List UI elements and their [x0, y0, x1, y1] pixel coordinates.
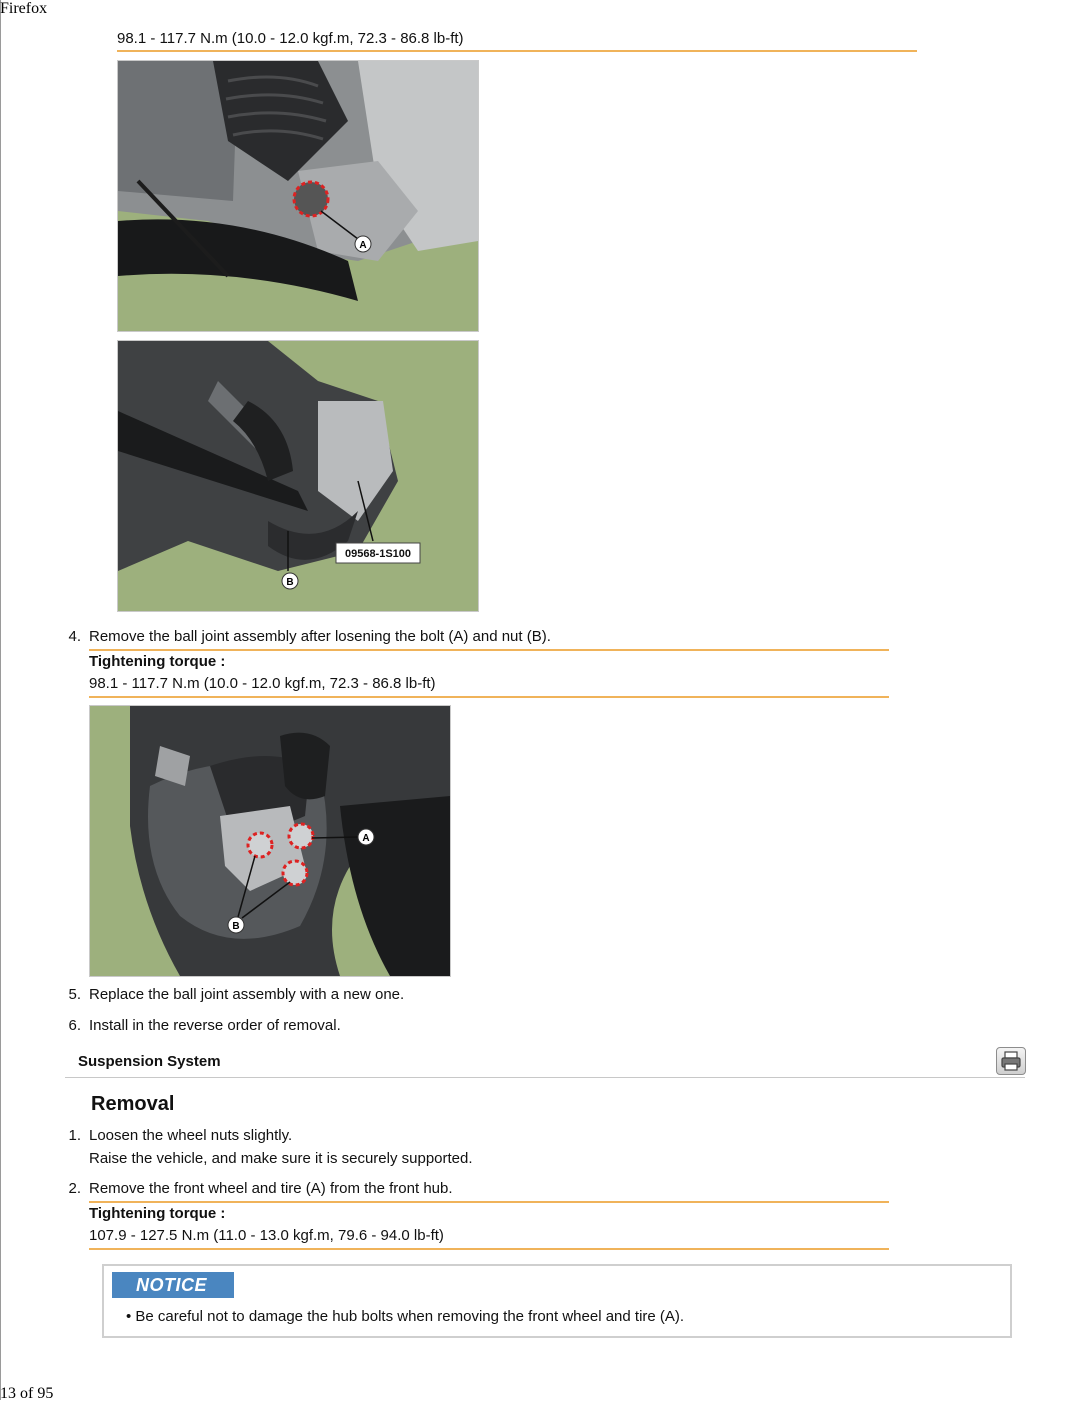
step-text: Install in the reverse order of removal.	[89, 1017, 341, 1034]
section-divider	[65, 1077, 1025, 1078]
section-title: Suspension System	[78, 1053, 221, 1070]
step-number: 1.	[68, 1127, 81, 1144]
step-number: 5.	[68, 986, 81, 1003]
torque-divider-bottom	[89, 696, 889, 698]
window-left-edge	[0, 0, 1, 1400]
torque-label: Tightening torque :	[89, 1205, 226, 1222]
callout-a: A	[359, 240, 367, 251]
page-count: 13 of 95	[0, 1385, 54, 1402]
browser-label: Firefox	[0, 0, 48, 17]
notice-badge: NOTICE	[112, 1272, 234, 1298]
torque-divider-top	[89, 1201, 889, 1203]
notice-text: • Be careful not to damage the hub bolts when removing the front wheel and tire (A).	[126, 1308, 685, 1325]
print-button[interactable]	[996, 1047, 1026, 1075]
step-text: Loosen the wheel nuts slightly.	[89, 1127, 293, 1144]
torque-spec-continued: 98.1 - 117.7 N.m (10.0 - 12.0 kgf.m, 72.3 - 86.8 lb-ft)	[117, 30, 464, 47]
step-number: 6.	[68, 1017, 81, 1034]
step-subtext: Raise the vehicle, and make sure it is securely supported.	[89, 1150, 473, 1167]
removal-heading: Removal	[91, 1093, 175, 1115]
torque-label: Tightening torque :	[89, 653, 226, 670]
step-number: 2.	[68, 1180, 81, 1197]
step-text: Remove the front wheel and tire (A) from the front hub.	[89, 1180, 453, 1197]
figure-ball-joint-bolt	[117, 60, 479, 332]
step-text: Remove the ball joint assembly after losening the bolt (A) and nut (B).	[89, 628, 551, 645]
callout-b: B	[232, 921, 240, 932]
torque-divider-bottom	[89, 1248, 889, 1250]
figure-knuckle-assembly	[117, 340, 479, 612]
torque-divider-top	[89, 649, 889, 651]
callout-b: B	[286, 577, 294, 588]
torque-value: 98.1 - 117.7 N.m (10.0 - 12.0 kgf.m, 72.3 - 86.8 lb-ft)	[89, 675, 436, 692]
figure-bolt-and-nut	[89, 705, 451, 977]
step-text: Replace the ball joint assembly with a new one.	[89, 986, 405, 1003]
callout-a: A	[362, 833, 370, 844]
step-number: 4.	[68, 628, 81, 645]
torque-value: 107.9 - 127.5 N.m (11.0 - 13.0 kgf.m, 79.6 - 94.0 lb-ft)	[89, 1227, 444, 1244]
spec-divider	[117, 50, 917, 52]
notice-box	[102, 1264, 1012, 1338]
part-number-label: 09568-1S100	[344, 548, 412, 560]
printer-icon	[997, 1048, 1025, 1074]
